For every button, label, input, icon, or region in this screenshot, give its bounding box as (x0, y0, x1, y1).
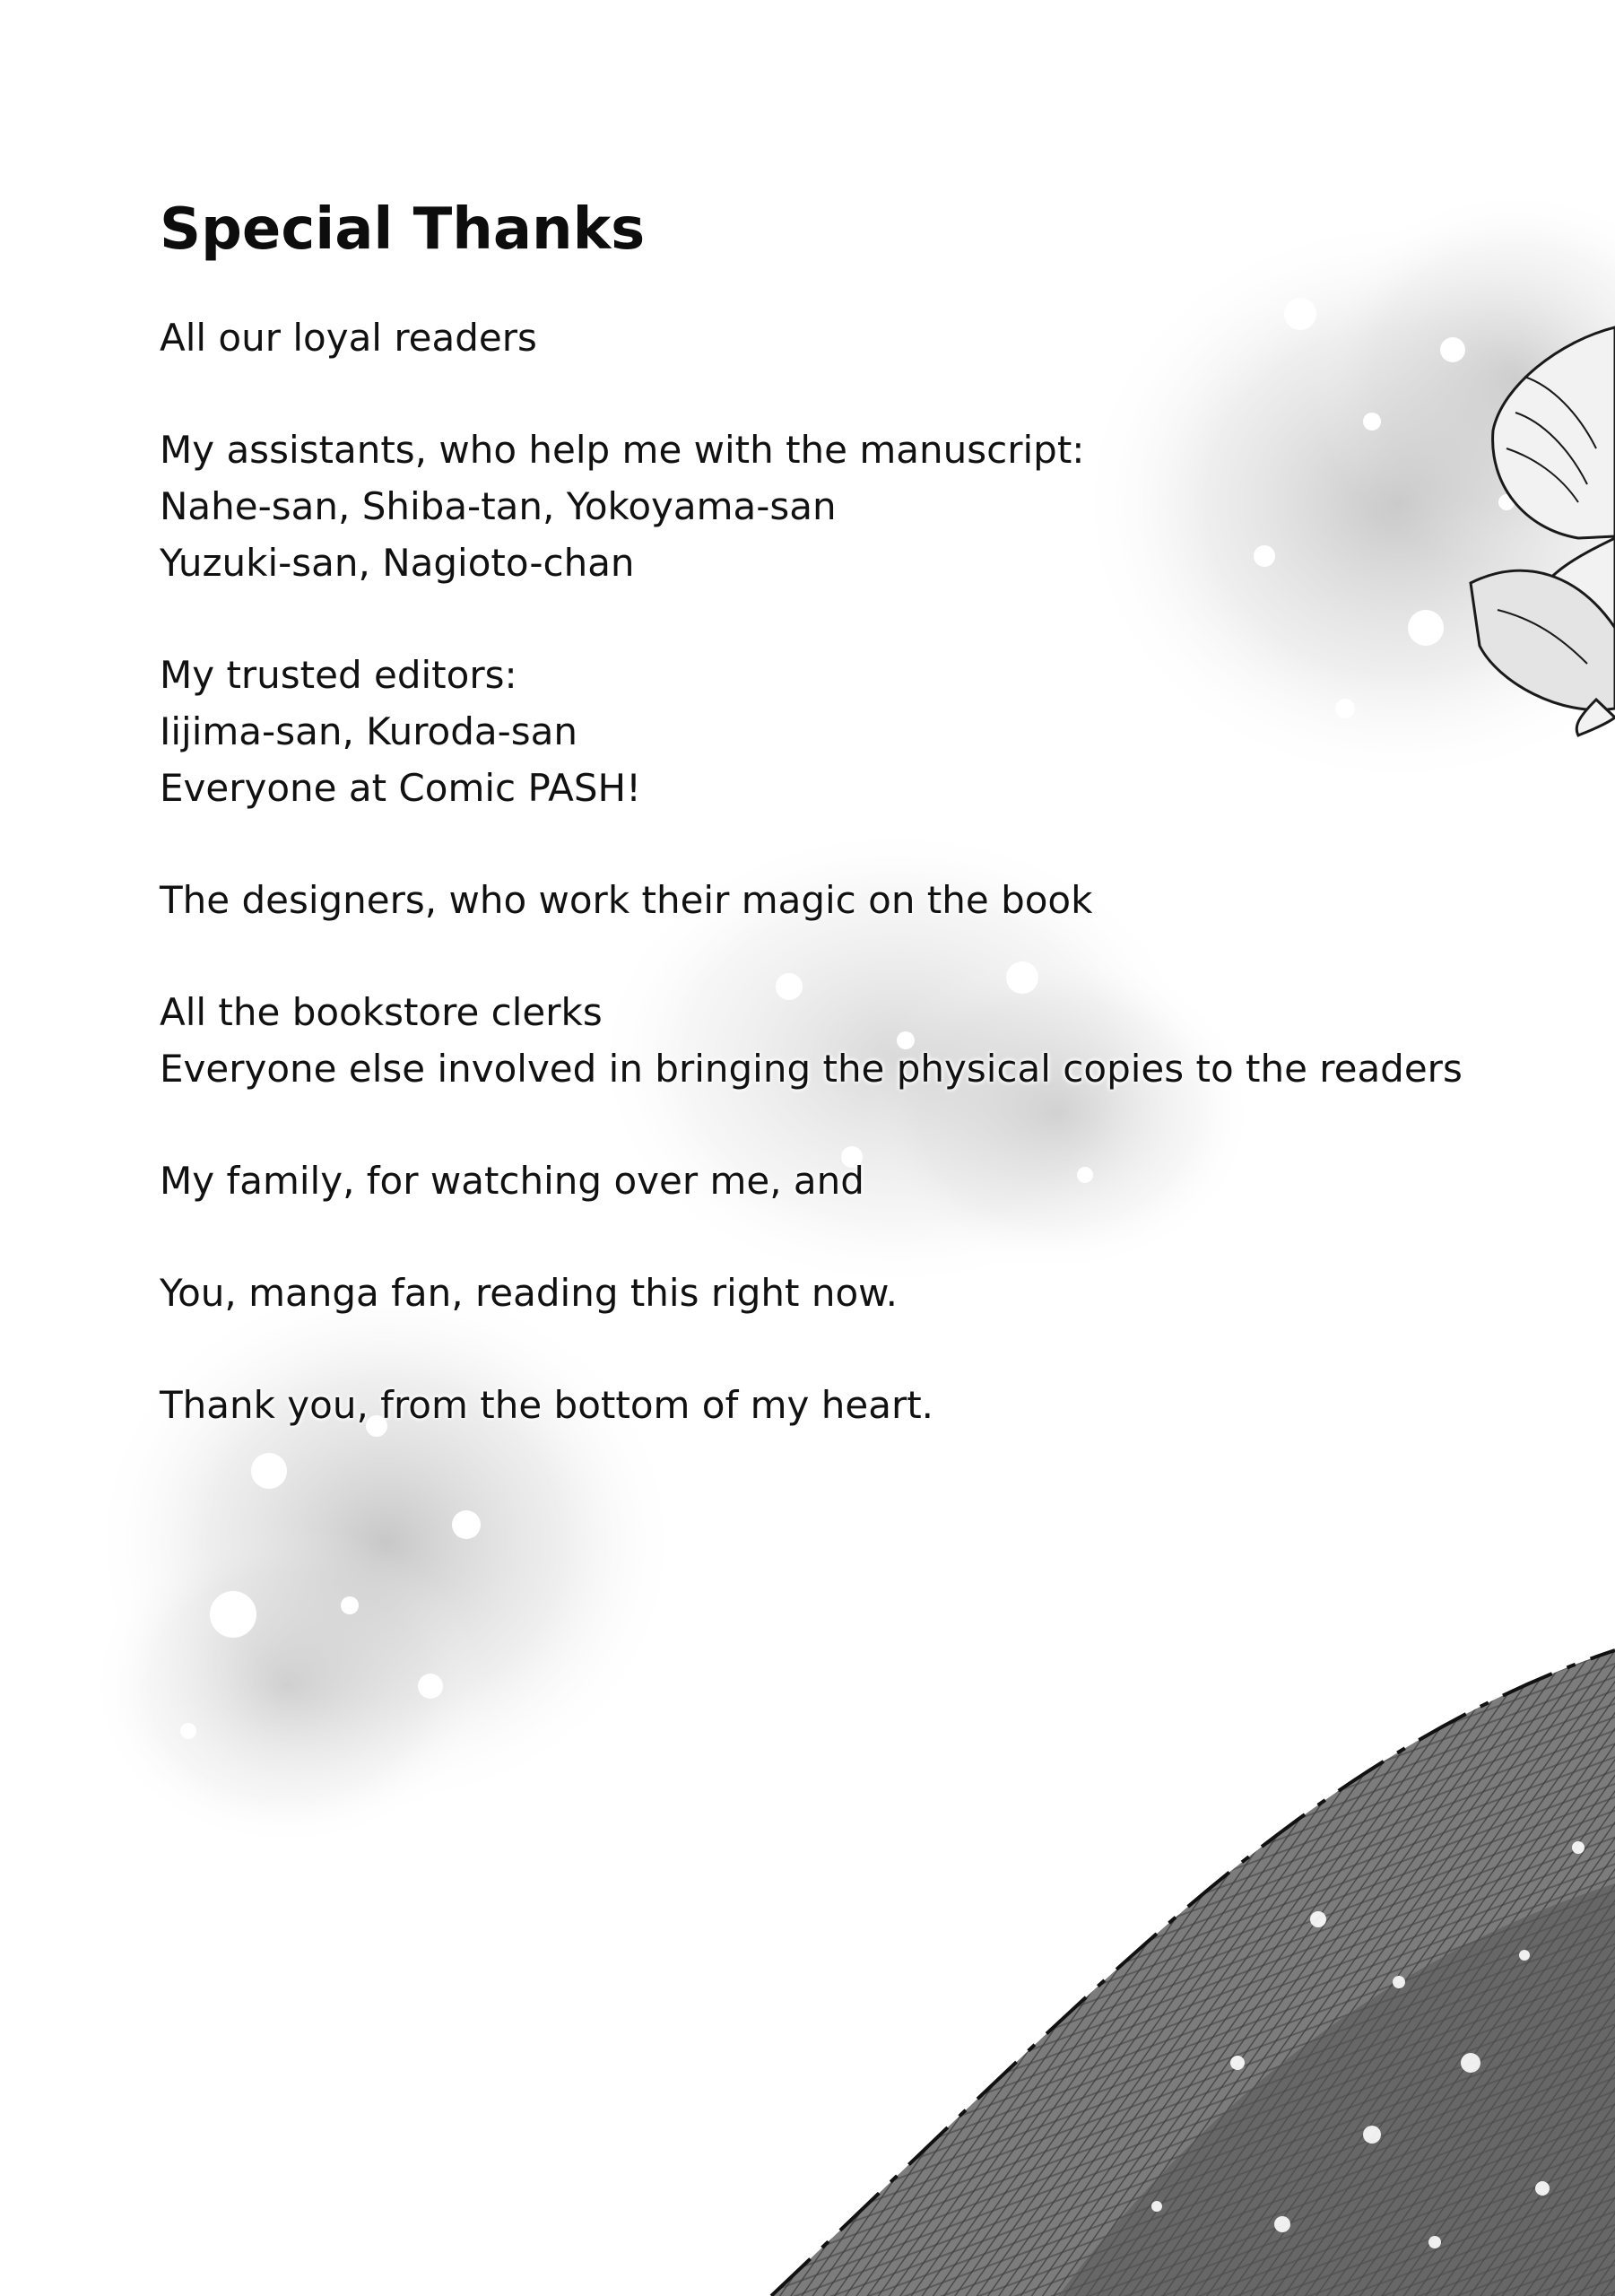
thanks-line: Iijima-san, Kuroda-san (160, 709, 578, 753)
thanks-line: Everyone at Comic PASH! (160, 766, 641, 810)
thanks-line: Nahe-san, Shiba-tan, Yokoyama-san (160, 484, 837, 528)
thanks-line: The designers, who work their magic on the book (160, 878, 1093, 922)
thanks-group-bookstores (160, 984, 1463, 1097)
thanks-group-editors (160, 647, 1460, 816)
page-title: Special Thanks (160, 196, 646, 263)
thanks-line: Everyone else involved in bringing the physical copies to the readers (160, 1047, 1463, 1091)
thanks-line: All our loyal readers (160, 316, 537, 360)
thanks-group-readers (160, 309, 1460, 366)
thanks-group-closing (160, 1377, 1460, 1433)
thanks-line: Yuzuki-san, Nagioto-chan (160, 541, 635, 585)
hill-illustration (771, 1650, 1615, 2296)
thanks-line: My trusted editors: (160, 653, 517, 697)
thanks-group-designers (160, 872, 1460, 928)
thanks-line: My family, for watching over me, and (160, 1159, 864, 1203)
thanks-line: You, manga fan, reading this right now. (160, 1271, 899, 1315)
thanks-line: Thank you, from the bottom of my heart. (160, 1383, 934, 1427)
thanks-group-assistants (160, 422, 1460, 591)
thanks-group-family (160, 1152, 1460, 1209)
thanks-text (160, 193, 1463, 1489)
thanks-line: My assistants, who help me with the manuscript: (160, 428, 1085, 472)
thanks-group-fans (160, 1265, 1460, 1321)
thanks-line: All the bookstore clerks (160, 990, 603, 1034)
